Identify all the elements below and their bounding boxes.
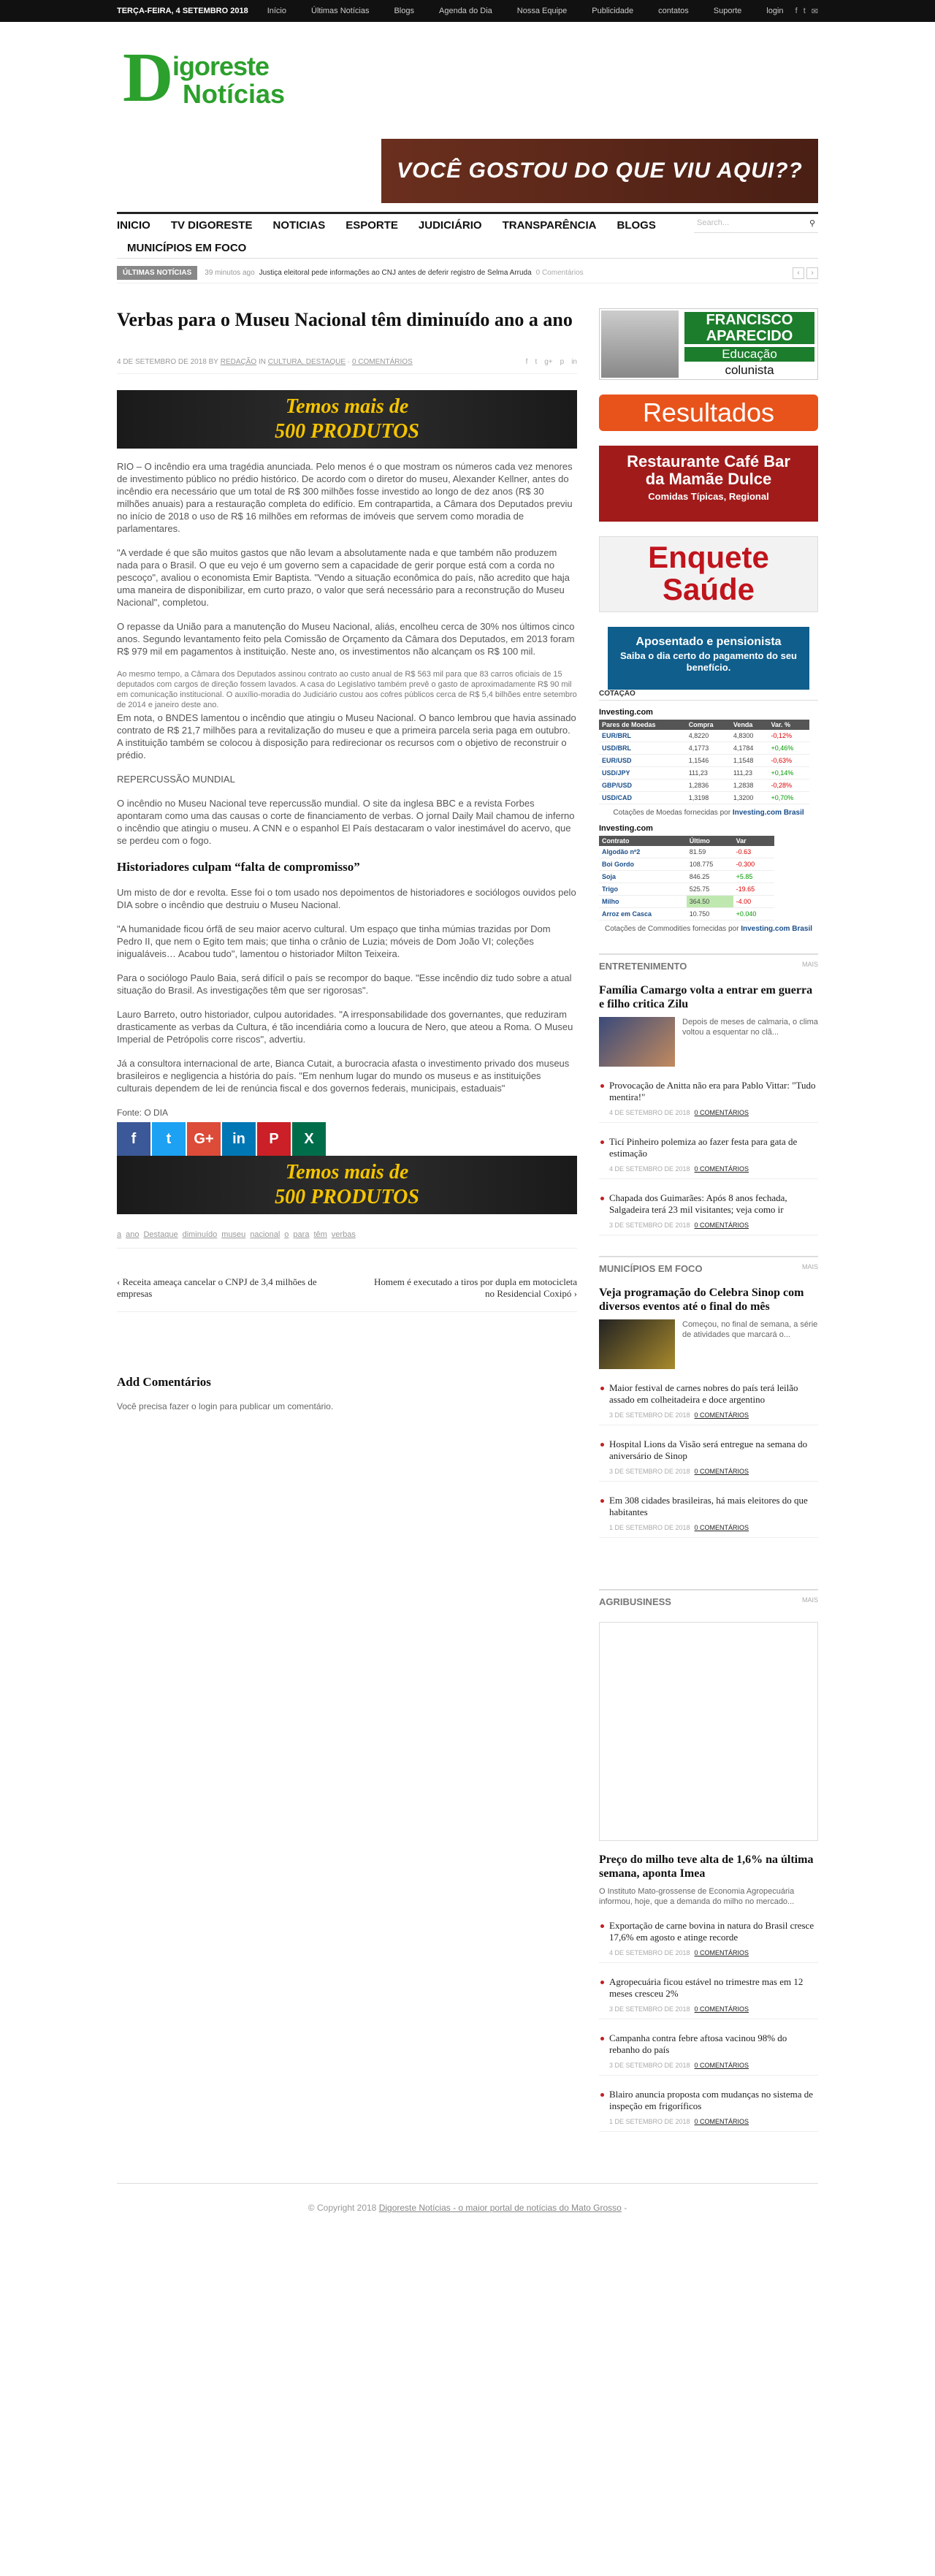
- paragraph: Lauro Barreto, outro historiador, culpou autoridades. "A irresponsabilidade dos governantes, que reduziram drasticamente as verbas da Cultura, é tão incendiária como a loucura de Nero, que ateou a Roma. O Museu Imperial de Petrópolis corre riscos", advertiu.: [117, 1009, 573, 1045]
- paragraph: REPERCUSSÃO MUNDIAL: [117, 774, 235, 785]
- apos-line1: Aposentado e pensionista: [636, 636, 782, 648]
- featured-excerpt: Depois de meses de calmaria, o clima voltou a esquentar no clã...: [682, 1018, 818, 1037]
- pinterest-icon[interactable]: P: [257, 1122, 291, 1156]
- section-title: MUNICÍPIOS EM FOCO: [599, 1263, 703, 1274]
- section-title: ENTRETENIMENTO: [599, 961, 687, 972]
- rest-line2: da Mamãe Dulce: [645, 470, 772, 488]
- post-navigation: [117, 1276, 577, 1312]
- top-bar: [0, 0, 935, 22]
- top-nav: [267, 7, 809, 15]
- facebook-icon[interactable]: f: [117, 1122, 150, 1156]
- logo-line1: igoreste: [172, 51, 270, 81]
- colunista-label: colunista: [725, 363, 774, 377]
- header: [117, 22, 818, 183]
- note-source[interactable]: Investing.com Brasil: [732, 809, 804, 817]
- prev-post-link[interactable]: ‹ Receita ameaça cancelar o CNPJ de 3,4 milhões de empresas: [117, 1276, 317, 1299]
- enquete-line1: Enquete: [648, 540, 769, 574]
- nav-blogs[interactable]: BLOGS: [617, 218, 656, 232]
- paragraph: "A verdade é que são muitos gastos que não levam a absolutamente nada e que também não produzem nada para o Brasil. O que eu vejo é um governo sem a capacidade de gerir porque está com a corda no pescoço", avaliou o economista Emir Baptista. "Vendo a situação econômica do país, não acredito que haja uma maneira de disponibilizar, em curto prazo, o valor que será necessário para a reconstrução do Museu Nacional", completou.: [117, 547, 570, 608]
- paragraph: Em nota, o BNDES lamentou o incêndio que atingiu o Museu Nacional. O banco lembrou que havia assinado contrato de R$ 21,7 milhões para a revitalização do museu e que a primeira parcela seria paga em outubro. A instituição também se colocou à disposição para redirecionar os recursos com o objetivo de reconstruir o prédio.: [117, 712, 576, 761]
- footer: [117, 2183, 818, 2213]
- logo-line2: Notícias: [183, 79, 286, 109]
- ticker-headline[interactable]: Justiça eleitoral pede informações ao CNJ antes de deferir registro de Selma Arruda: [259, 269, 532, 277]
- article-source: Fonte: O DIA: [117, 1108, 169, 1118]
- linkedin-icon[interactable]: in: [222, 1122, 256, 1156]
- paragraph: Ao mesmo tempo, a Câmara dos Deputados assinou contrato ao custo anual de R$ 563 mil para que 83 carros oficiais de 15 deputados com cargos de direção fossem lavados. A casa do Legislativo também prevê o gasto de aproximadamente R$ 90 mil em comunicação institucional. O auxílio-moradia do Judiciário custou aos cofres públicos cerca de R$ 5,4 bilhões entre setembro de 2014 e janeiro deste ano.: [117, 670, 577, 709]
- section-municipios: [599, 1256, 818, 1538]
- news-ticker: [117, 263, 818, 283]
- cotacao-title: COTAÇÃO: [599, 690, 818, 701]
- nav-esporte[interactable]: ESPORTE: [346, 218, 398, 232]
- next-post-title: Homem é executado a tiros por dupla em motocicleta no Residencial Coxipó: [374, 1276, 577, 1299]
- featured-excerpt: Começou, no final de semana, a série de atividades que marcará o...: [682, 1320, 818, 1339]
- list-item[interactable]: Provocação de Anitta não era para Pablo Vittar: "Tudo mentira!" 4 DE SETEMBRO DE 2018 0 COMENTÁRIOS: [599, 1080, 818, 1123]
- list-item[interactable]: Agropecuária ficou estável no trimestre mas em 12 meses cresceu 2% 3 DE SETEMBRO DE 2018 0 COMENTÁRIOS: [599, 1976, 818, 2019]
- list-item[interactable]: Maior festival de carnes nobres do país terá leilão assado em colheitadeira e doce argentino 3 DE SETEMBRO DE 2018 0 COMENTÁRIOS: [599, 1382, 818, 1425]
- list-item[interactable]: Exportação de carne bovina in natura do Brasil cresce 17,6% em agosto e atinge recorde 4 DE SETEMBRO DE 2018 0 COMENTÁRIOS: [599, 1920, 818, 1963]
- list-item[interactable]: Hospital Lions da Visão será entregue na semana do aniversário de Sinop 3 DE SETEMBRO DE 2018 0 COMENTÁRIOS: [599, 1438, 818, 1482]
- enquete-line2: Saúde: [662, 572, 755, 606]
- top-link-contatos[interactable]: contatos: [658, 7, 689, 15]
- article-date: 4 DE SETEMBRO DE 2018 BY: [117, 358, 218, 366]
- promo-line1: Temos mais de: [285, 1161, 409, 1184]
- featured-title[interactable]: Família Camargo volta a entrar em guerra e filho critica Zilu: [599, 984, 813, 1010]
- ticker-time: 39 minutos ago: [205, 269, 255, 277]
- table-row: Boi Gordo 108.775 -0.300: [599, 858, 774, 871]
- apos-line2: Saiba o dia certo do pagamento do seu benefício.: [620, 650, 797, 673]
- tag[interactable]: nacional: [250, 1230, 280, 1239]
- table-row: Trigo 525.75 -19.65: [599, 883, 774, 896]
- pinterest-icon[interactable]: p: [560, 358, 565, 366]
- list-item[interactable]: Ticí Pinheiro polemiza ao fazer festa para gata de estimação 4 DE SETEMBRO DE 2018 0 COMENTÁRIOS: [599, 1136, 818, 1179]
- promo-line1: Temos mais de: [285, 395, 409, 418]
- article: [117, 308, 577, 2132]
- email-icon[interactable]: ✉: [811, 7, 818, 16]
- top-link-publicidade[interactable]: Publicidade: [592, 7, 634, 15]
- table-row: USD/BRL 4,1773 4,1784 +0,46%: [599, 742, 809, 755]
- investing-logo[interactable]: Investing.com: [599, 708, 653, 717]
- search-icon[interactable]: ⚲: [809, 219, 815, 228]
- ad-enquete[interactable]: [599, 536, 818, 612]
- rest-line3: Comidas Típicas, Regional: [648, 491, 769, 502]
- linkedin-icon[interactable]: in: [571, 358, 577, 366]
- footer-link[interactable]: Digoreste Notícias - o maior portal de notícias do Mato Grosso: [378, 2203, 622, 2213]
- featured-image[interactable]: [599, 1017, 675, 1067]
- section-agribusiness: [599, 1589, 818, 2132]
- list-item[interactable]: Em 308 cidades brasileiras, há mais eleitores do que habitantes 1 DE SETEMBRO DE 2018 0 COMENTÁRIOS: [599, 1495, 818, 1538]
- article-categories[interactable]: CULTURA, DESTAQUE: [267, 358, 346, 366]
- next-post-link[interactable]: Homem é executado a tiros por dupla em motocicleta no Residencial Coxipó ›: [374, 1276, 577, 1299]
- rest-line1: Restaurante Café Bar: [627, 452, 790, 470]
- paragraph: O incêndio no Museu Nacional teve repercussão mundial. O site da inglesa BBC e a revista Forbes apontaram como uma das causas o corte de financiamento de verbas. O jornal Daily Mail chamou de inferno o incêndio que atingiu o museu. A CNN e o espanhol El País destacaram o valor inestimável do acervo, que se perdeu com o fogo.: [117, 798, 575, 846]
- tag[interactable]: museu: [221, 1230, 246, 1239]
- tag[interactable]: diminuído: [182, 1230, 218, 1239]
- promo-line2: 500 PRODUTOS: [275, 420, 419, 443]
- chevron-right-icon[interactable]: ›: [806, 267, 818, 279]
- promo-banner-top[interactable]: [117, 390, 577, 449]
- chevron-left-icon[interactable]: ‹: [793, 267, 804, 279]
- sidebar: [599, 308, 818, 2132]
- investing-logo[interactable]: Investing.com: [599, 824, 653, 833]
- nav-inicio[interactable]: INICIO: [117, 218, 150, 232]
- top-link-blogs[interactable]: Blogs: [394, 7, 414, 15]
- prev-post-title: Receita ameaça cancelar o CNPJ de 3,4 milhões de empresas: [117, 1276, 317, 1299]
- promo-banner-bottom[interactable]: [117, 1156, 577, 1214]
- more-link[interactable]: MAIS: [801, 1596, 818, 1604]
- header-banner[interactable]: VOCÊ GOSTOU DO QUE VIU AQUI??: [381, 139, 818, 203]
- twitter-icon[interactable]: t: [152, 1122, 186, 1156]
- table-row: Algodão nº2 81.59 -0.63: [599, 846, 774, 858]
- list-item[interactable]: Chapada dos Guimarães: Após 8 anos fechada, Salgadeira terá 23 mil visitantes; veja como ir 3 DE SETEMBRO DE 2018 0 COMENTÁRIOS: [599, 1192, 818, 1235]
- facebook-icon[interactable]: f: [795, 7, 798, 15]
- paragraph: RIO – O incêndio era uma tragédia anunciada. Pelo menos é o que mostram os números cada vez menores de investimento público no prédio histórico. De acordo com o diretor do museu, Alexander Kellner, antes do incêndio era necessário que um total de R$ 300 milhões fosse investido ao longo de dez anos (R$ 30 milhões anuais) para a restauração completa do edifício. Em contrapartida, a Câmara dos Deputados previu no início de 2018 o uso de R$ 16 milhões em reformas de imóveis que servem como moradia de parlamentares.: [117, 461, 573, 534]
- paragraph: Já a consultora internacional de arte, Bianca Cutait, a burocracia afasta o investimento privado dos museus brasileiros e negligencia a história do país. "Em nenhum lugar do mundo os museus e as instituições culturais dependem de lei de renúncia fiscal e dos governos federais, municipais, estaduais": [117, 1058, 570, 1094]
- currency-note: [599, 809, 818, 817]
- table-row: USD/CAD 1,3198 1,3200 +0,70%: [599, 792, 809, 804]
- comments-heading: Add Comentários: [117, 1375, 211, 1389]
- footer-dash: -: [624, 2203, 627, 2213]
- promo-line2: 500 PRODUTOS: [275, 1186, 419, 1208]
- article-comments[interactable]: 0 COMENTÁRIOS: [351, 358, 413, 366]
- commodity-note: [599, 925, 818, 933]
- featured-image[interactable]: [599, 1622, 818, 1841]
- note-text: Cotações de Moedas fornecidas por: [613, 809, 731, 817]
- top-link-equipe[interactable]: Nossa Equipe: [516, 7, 568, 15]
- twitter-icon[interactable]: t: [803, 7, 806, 15]
- commodity-table: Contrato Último Var Algodão nº2 81.59 -0.63 Boi Gordo 108.775 -0.300 Soja 846.25 +5.85 Trigo 525.75 -19.65 Milho 364.50 -4.00 Arroz em Casca 10.750 +0.040: [599, 836, 774, 921]
- list-item[interactable]: Campanha contra febre aftosa vacinou 98% do rebanho do país 3 DE SETEMBRO DE 2018 0 COMENTÁRIOS: [599, 2032, 818, 2076]
- ticker-comments[interactable]: 0 Comentários: [535, 269, 584, 277]
- more-link[interactable]: MAIS: [801, 961, 818, 968]
- paragraph: O repasse da União para a manutenção do Museu Nacional, aliás, encolheu cerca de 30% nos últimos cinco anos. Segundo levantamento feito pela Comissão de Orçamento da Câmara dos Deputados, em 2013 foram R$ 979 mil em pagamentos à instituição. Neste ano, os investimentos não alcançam os R$ 100 mil.: [117, 621, 575, 657]
- site-logo[interactable]: [123, 38, 342, 116]
- table-row: Arroz em Casca 10.750 +0.040: [599, 908, 774, 921]
- nav-noticias[interactable]: NOTICIAS: [272, 218, 326, 232]
- tag[interactable]: ano: [126, 1230, 140, 1239]
- colunista-name: FRANCISCO APARECIDO: [684, 312, 814, 344]
- colunista-photo: [601, 310, 679, 378]
- note-source[interactable]: Investing.com Brasil: [741, 925, 813, 933]
- nav-transparencia[interactable]: TRANSPARÊNCIA: [502, 218, 597, 232]
- logo-letter: D: [123, 38, 174, 116]
- featured-title[interactable]: Preço do milho teve alta de 1,6% na última semana, aponta Imea: [599, 1853, 814, 1880]
- nav-tv[interactable]: TV DIGORESTE: [170, 218, 253, 232]
- featured-title[interactable]: Veja programação do Celebra Sinop com diversos eventos até o final do mês: [599, 1287, 804, 1313]
- paragraph: "A humanidade ficou órfã de seu maior acervo cultural. Um espaço que tinha múmias trazidas por Dom Pedro II, que nem o Egito tem mais; que tinha o crânio de Luzia; móveis de Dom João VI; coleções inigualáveis… Acabou tudo", lamentou o historiador Milton Teixeira.: [117, 923, 551, 959]
- tag[interactable]: a: [117, 1230, 122, 1239]
- ad-aposentado[interactable]: [608, 627, 809, 690]
- tag[interactable]: verbas: [331, 1230, 356, 1239]
- table-row: GBP/USD 1,2836 1,2838 -0,28%: [599, 780, 809, 792]
- list-item[interactable]: Blairo anuncia proposta com mudanças no sistema de inspeção em frigoríficos 1 DE SETEMBRO DE 2018 0 COMENTÁRIOS: [599, 2089, 818, 2132]
- share-bar: [117, 1122, 577, 1156]
- top-link-inicio[interactable]: Início: [267, 7, 286, 15]
- featured-image[interactable]: [599, 1319, 675, 1369]
- twitter-icon[interactable]: t: [535, 358, 538, 366]
- article-author[interactable]: REDAÇÃO: [220, 358, 257, 366]
- section-entretenimento: [599, 953, 818, 1235]
- login-message: Você precisa fazer o login para publicar um comentário.: [117, 1401, 334, 1411]
- article-body: [117, 460, 577, 1094]
- top-link-agenda[interactable]: Agenda do Dia: [439, 7, 492, 15]
- nav-municipios[interactable]: MUNICÍPIOS EM FOCO: [127, 241, 247, 254]
- ad-restaurante[interactable]: [599, 446, 818, 522]
- ad-colunista[interactable]: [599, 308, 818, 380]
- table-row: Soja 846.25 +5.85: [599, 871, 774, 883]
- tag[interactable]: o: [284, 1230, 289, 1239]
- tag[interactable]: têm: [313, 1230, 327, 1239]
- more-link[interactable]: MAIS: [801, 1263, 818, 1270]
- footer-copyright: © Copyright 2018: [308, 2203, 377, 2213]
- main-nav: [117, 212, 818, 259]
- article-meta: 4 DE SETEMBRO DE 2018 BY REDAÇÃO IN CULTURA, DESTAQUE · 0 COMENTÁRIOS f t g+ p in: [117, 358, 577, 374]
- section-title: AGRIBUSINESS: [599, 1596, 671, 1607]
- featured-excerpt: O Instituto Mato-grossense de Economia Agropecuária informou, hoje, que a demanda do milho no mercado...: [599, 1887, 795, 1906]
- search-input[interactable]: [694, 218, 818, 233]
- top-link-suporte[interactable]: Suporte: [713, 7, 742, 15]
- table-row: EUR/BRL 4,8220 4,8300 -0,12%: [599, 730, 809, 742]
- tag-list: [117, 1230, 577, 1249]
- top-link-login[interactable]: login: [766, 7, 784, 15]
- tag[interactable]: para: [293, 1230, 310, 1239]
- top-link-ultimas[interactable]: Últimas Notícias: [311, 7, 370, 15]
- article-title: Verbas para o Museu Nacional têm diminuído ano a ano: [117, 309, 573, 330]
- nav-judiciario[interactable]: JUDICIÁRIO: [418, 218, 482, 232]
- table-row: Milho 364.50 -4.00: [599, 896, 774, 908]
- article-in: IN: [258, 358, 266, 366]
- note-text: Cotações de Commodities fornecidas por: [604, 925, 739, 933]
- table-row: USD/JPY 111,23 111,23 +0,14%: [599, 767, 809, 780]
- paragraph: Um misto de dor e revolta. Esse foi o tom usado nos depoimentos de historiadores e sociólogos ouvidos pelo DIA sobre o incêndio que destruiu o Museu Nacional.: [117, 887, 576, 910]
- tag[interactable]: Destaque: [143, 1230, 178, 1239]
- googleplus-icon[interactable]: G+: [187, 1122, 221, 1156]
- facebook-icon[interactable]: f: [525, 358, 528, 366]
- paragraph: Para o sociólogo Paulo Baia, será difícil o país se recompor do baque. "Esse incêndio diz tudo sobre a atual situação do Brasil. As investigações têm que ser rigorosas".: [117, 972, 572, 996]
- search-placeholder: Search...: [697, 218, 730, 227]
- xing-icon[interactable]: X: [292, 1122, 326, 1156]
- ad-resultados[interactable]: Resultados: [599, 395, 818, 431]
- table-row: EUR/USD 1,1546 1,1548 -0,63%: [599, 755, 809, 767]
- currency-table: Pares de Moedas Compra Venda Var. % EUR/BRL 4,8220 4,8300 -0,12% USD/BRL 4,1773 4,1784 +0,46% EUR/USD 1,1546 1,1548 -0,63% USD/JPY 111,23 111,23 +0,14% GBP/USD 1,2836 1,2838 -0,28% USD/CAD 1,3198 1,3200 +0,70%: [599, 720, 809, 804]
- colunista-area: Educação: [684, 347, 814, 362]
- googleplus-icon[interactable]: g+: [544, 358, 553, 366]
- subheading: Historiadores culpam “falta de compromisso”: [117, 860, 360, 874]
- ticker-label: ÚLTIMAS NOTÍCIAS: [117, 266, 197, 280]
- top-date: TERÇA-FEIRA, 4 SETEMBRO 2018: [117, 7, 248, 15]
